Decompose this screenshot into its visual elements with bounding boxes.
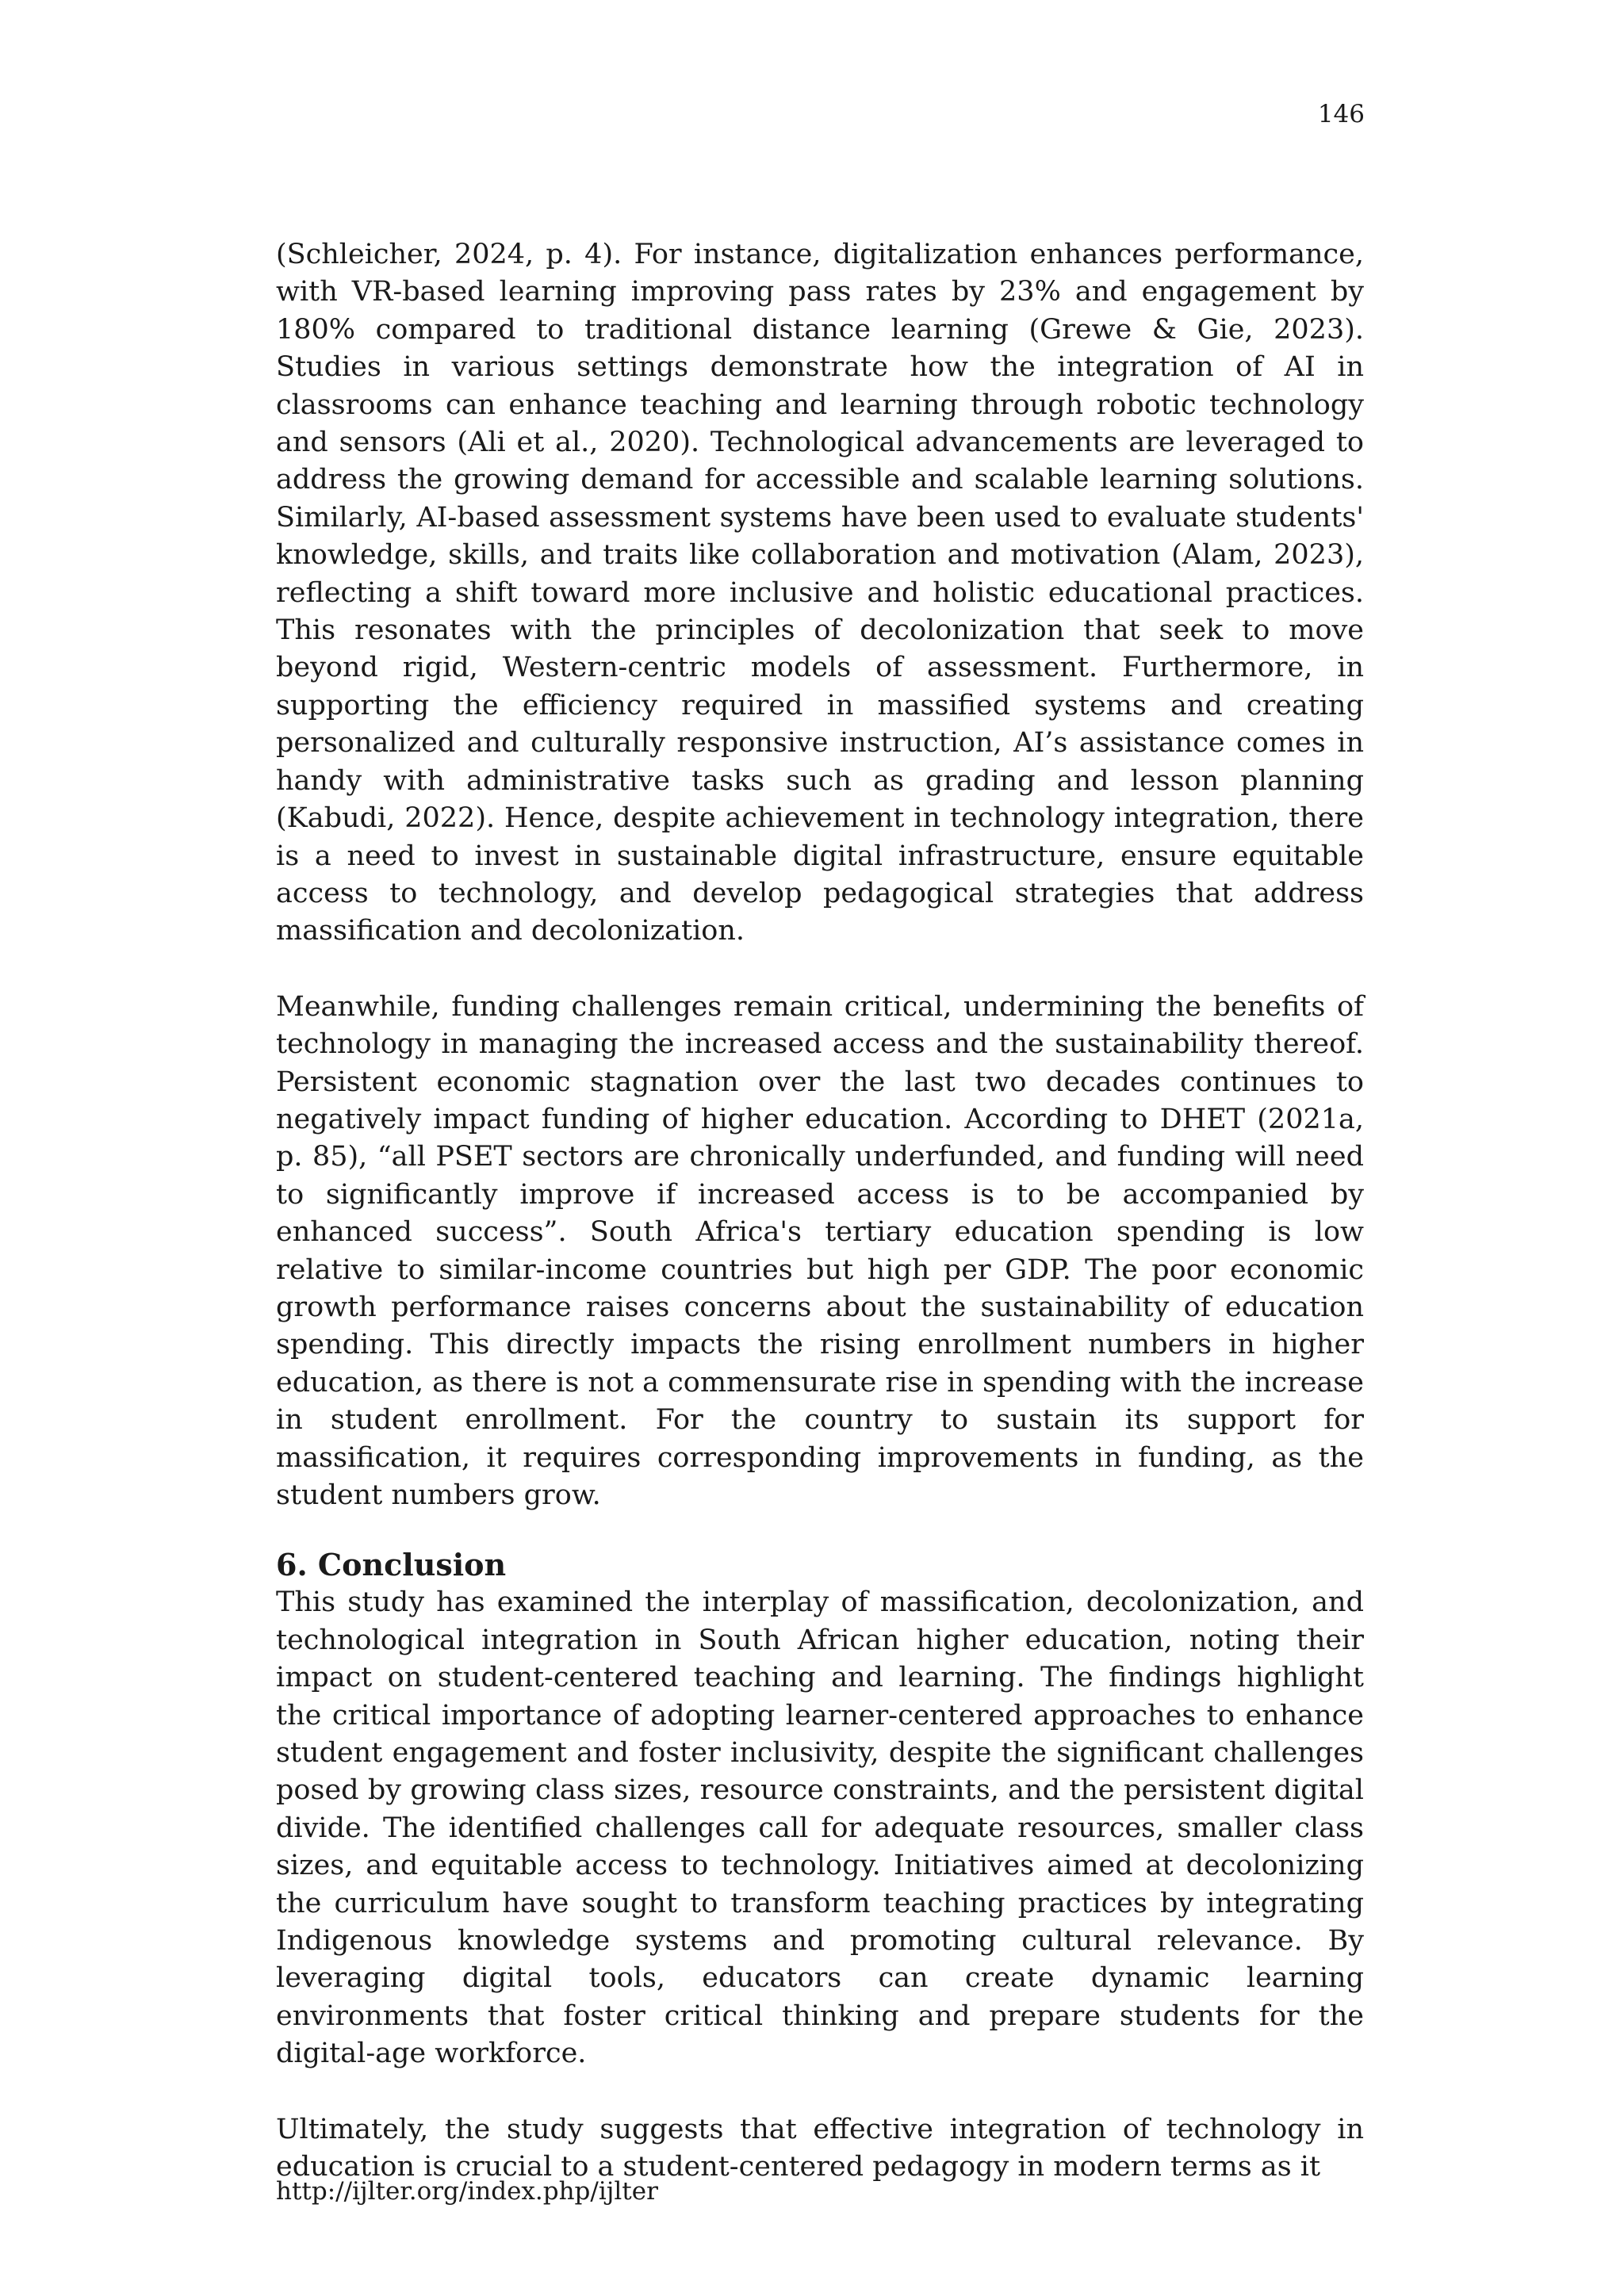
body-paragraph: (Schleicher, 2024, p. 4). For instance, digitalization enhances performance, with VR-based learning improving pass rates by 23% and engagement by 180% compared to traditional distance learning (Grewe & Gie, 2023). Studies in various settings demonstrate how the integration of AI in classrooms can enhance teaching and learning through robotic technology and sensors (Ali et al., 2020). Technological advancements are leveraged to address the growing demand for accessible and scalable learning solutions. Similarly, AI-based assessment systems have been used to evaluate students' knowledge, skills, and traits like collaboration and motivation (Alam, 2023), reflecting a shift toward more inclusive and holistic educational practices. This resonates with the principles of decolonization that seek to move beyond rigid, Western-centric models of assessment. Furthermore, in supporting the efficiency required in massified systems and creating personalized and culturally responsive instruction, AI’s assistance comes in handy with administrative tasks such as grading and lesson planning (Kabudi, 2022). Hence, despite achievement in technology integration, there is a need to invest in sustainable digital infrastructure, ensure equitable access to technology, and develop pedagogical strategies that address massification and decolonization.	[276, 239, 1364, 947]
conclusion-paragraph: Ultimately, the study suggests that effective integration of technology in education is crucial to a student-centered pedagogy in modern terms as it	[276, 2113, 1364, 2183]
conclusion-paragraph: This study has examined the interplay of massification, decolonization, and technological integration in South African higher education, noting their impact on student-centered teaching and learning. The findings highlight the critical importance of adopting learner-centered approaches to enhance student engagement and foster inclusivity, despite the significant challenges posed by growing class sizes, resource constraints, and the persistent digital divide. The identified challenges call for adequate resources, smaller class sizes, and equitable access to technology. Initiatives aimed at decolonizing the curriculum have sought to transform teaching practices by integrating Indigenous knowledge systems and promoting cultural relevance. By leveraging digital tools, educators can create dynamic learning environments that foster critical thinking and prepare students for the digital-age workforce.	[276, 1586, 1364, 2070]
body-paragraph: Meanwhile, funding challenges remain critical, undermining the benefits of technology in managing the increased access and the sustainability thereof. Persistent economic stagnation over the last two decades continues to negatively impact funding of higher education. According to DHET (2021a, p. 85), “all PSET sectors are chronically underfunded, and funding will need to significantly improve if increased access is to be accompanied by enhanced success”. South Africa's tertiary education spending is low relative to similar-income countries but high per GDP. The poor economic growth performance raises concerns about the sustainability of education spending. This directly impacts the rising enrollment numbers in higher education, as there is not a commensurate rise in spending with the increase in student enrollment. For the country to sustain its support for massification, it requires corresponding improvements in funding, as the student numbers grow.	[276, 990, 1365, 1511]
page-number: 146	[1317, 100, 1365, 128]
journal-url: http://ijlter.org/index.php/ijlter	[276, 2177, 658, 2206]
section-heading: 6. Conclusion	[276, 1547, 507, 1583]
article-body	[276, 236, 1364, 2187]
